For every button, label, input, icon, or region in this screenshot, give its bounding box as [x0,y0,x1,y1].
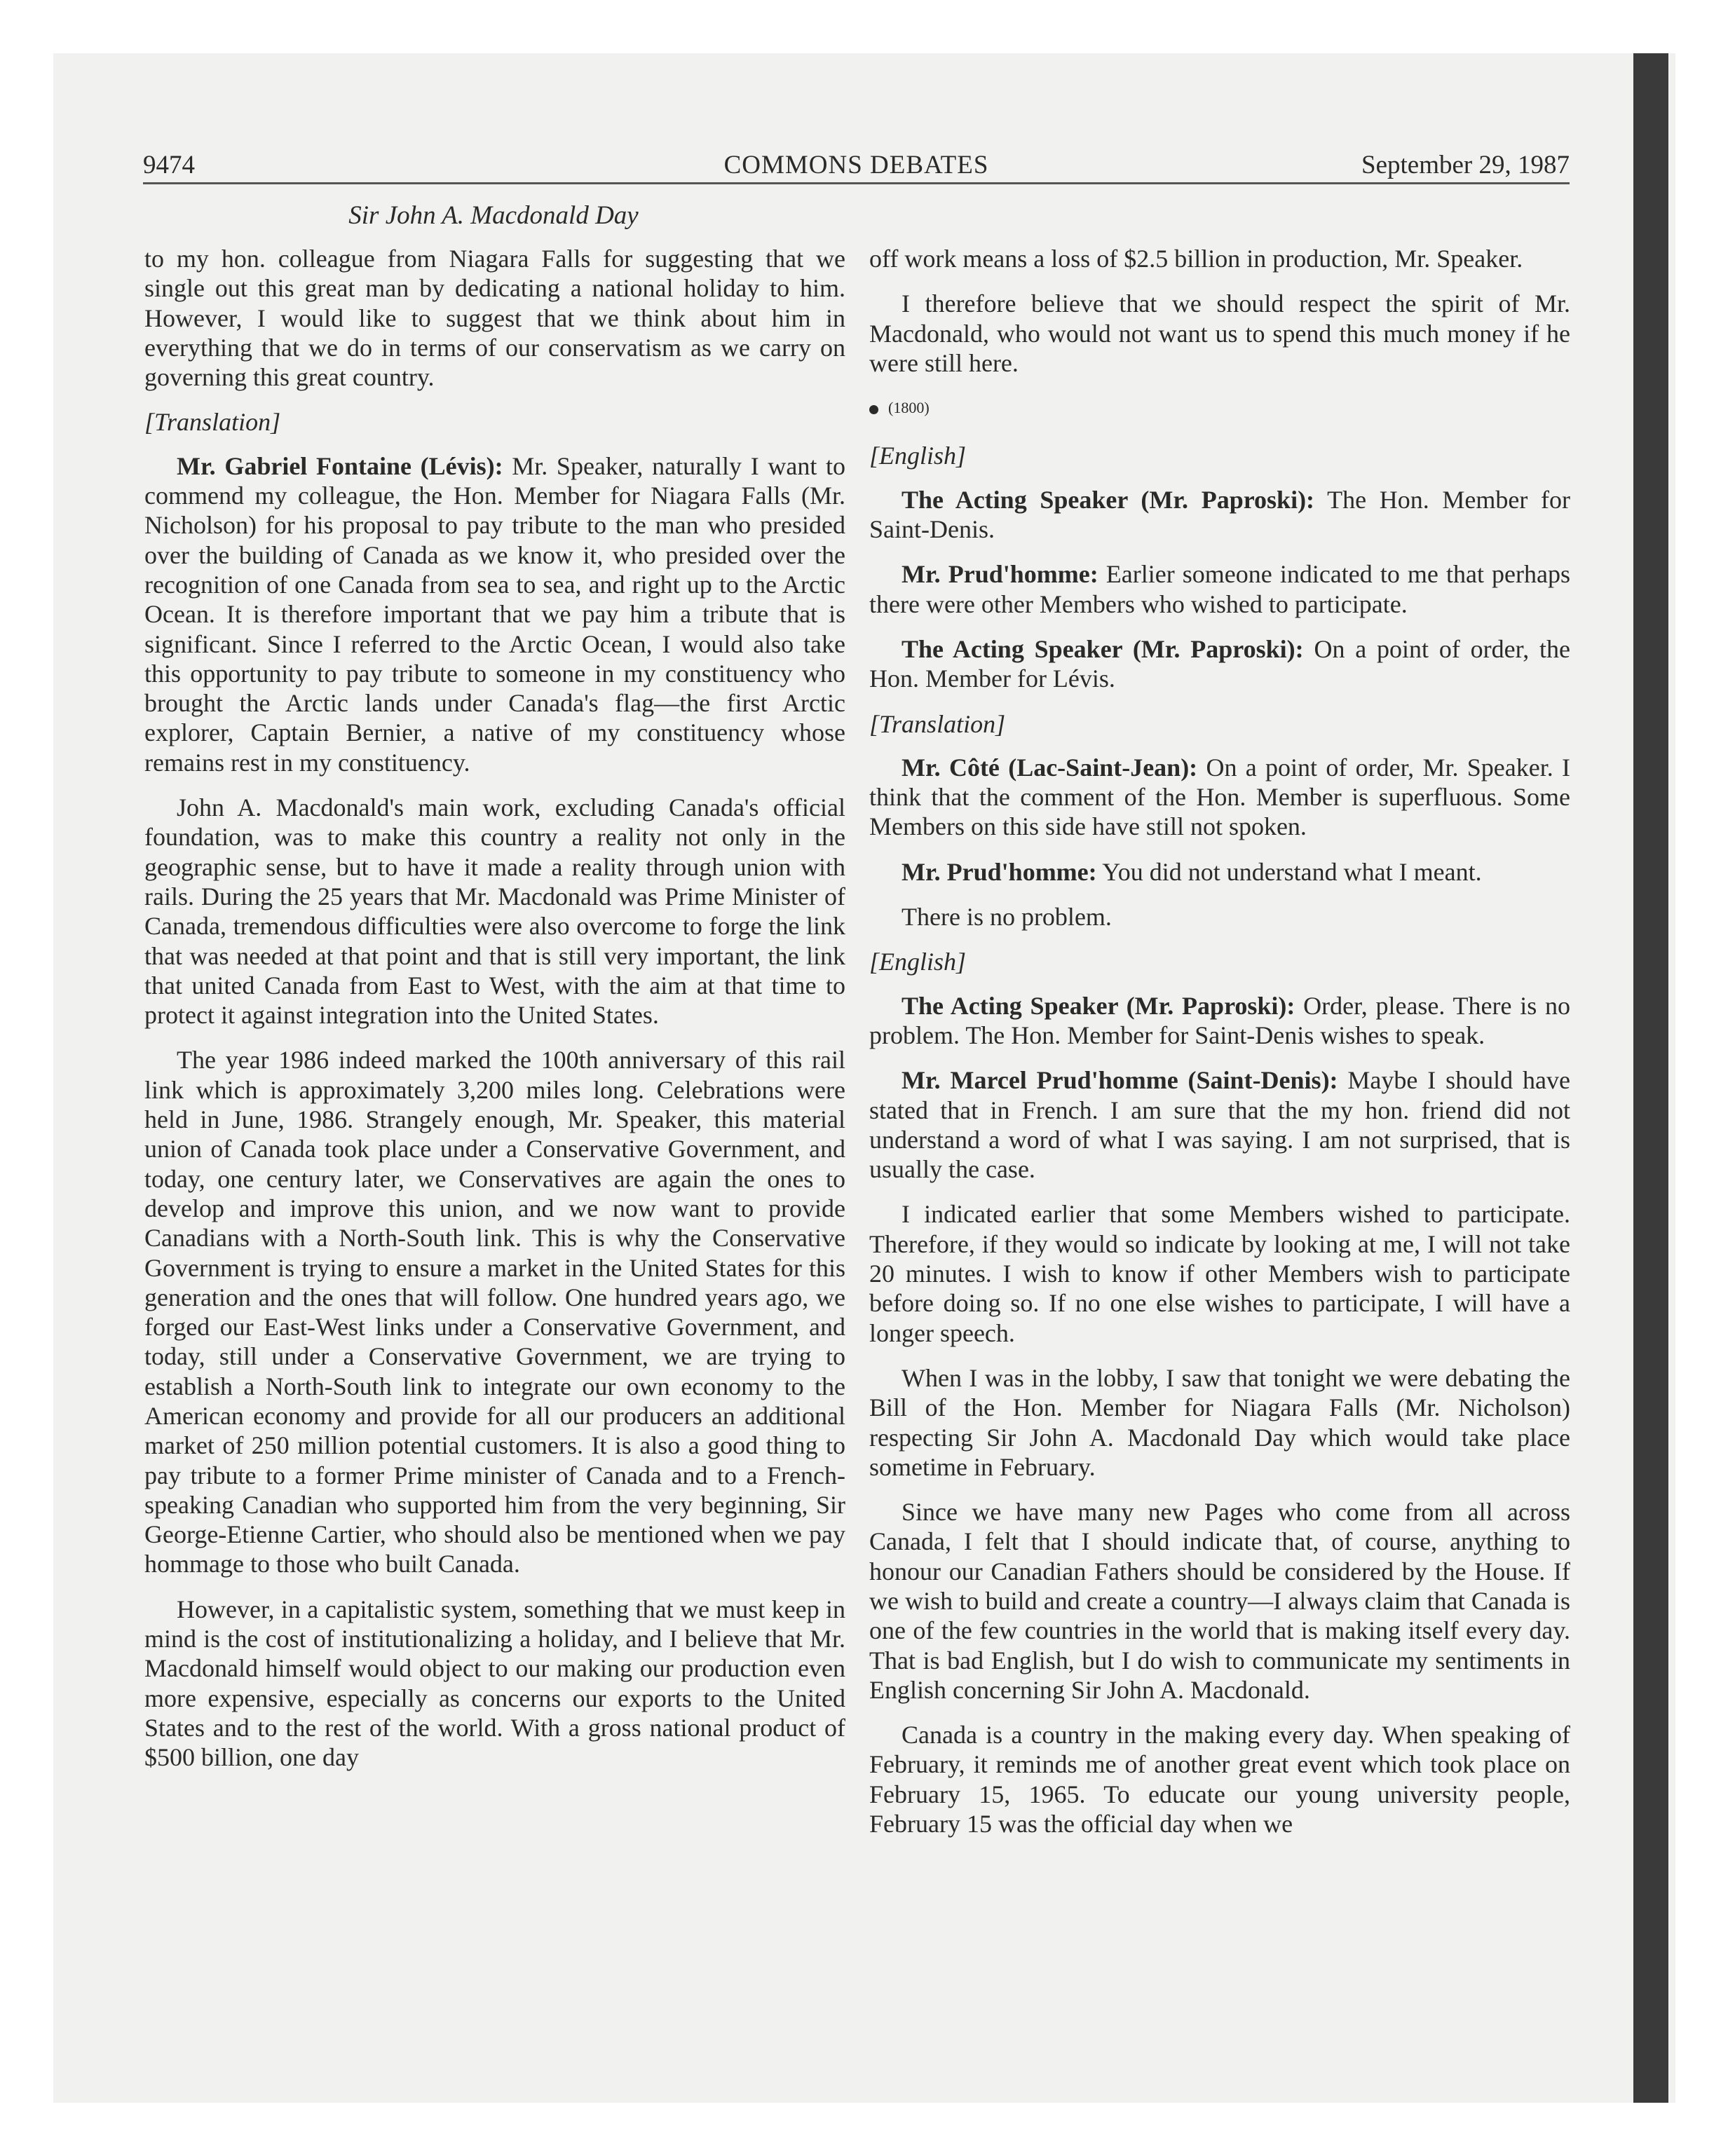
paragraph: I indicated earlier that some Members wished to participate. Therefore, if they would so indicate by looking at me, I will not take 20 minutes. I wish to know if other Members wish to participate before doing so. If no one else wishes to participate, I will have a longer speech. [869,1200,1570,1347]
publication-title: COMMONS DEBATES [723,151,989,179]
paragraph [869,753,1570,842]
paragraph: I therefore believe that we should respect the spirit of Mr. Macdonald, who would not want us to spend this much money if he were still here. [869,289,1570,377]
speech-text: Mr. Speaker, naturally I want to commend my colleague, the Hon. Member for Niagara Falls (Mr. Nicholson) for his proposal to pay tribute to the man who presided over the building of Canada as we know it, who presided over the recognition of one Canada from sea to sea, and right up to the Arctic Ocean. It is therefore important that we pay him a tribute that is significant. Since I referred to the Arctic Ocean, I would also take this opportunity to pay tribute to someone in my constituency who brought the Arctic lands under Canada's flag—the first Arctic explorer, Captain Bernier, a native of my constituency whose remains rest in my constituency. [144,451,845,777]
paragraph [869,485,1570,545]
language-tag: [Translation] [144,408,281,437]
paragraph: to my hon. colleague from Niagara Falls for suggesting that we single out this great man by dedicating a national holiday to him. However, I would like to suggest that we think about him in everything that we do in terms of our conservatism as we carry on governing this great country. [144,245,845,392]
speaker-name: Mr. Gabriel Fontaine (Lévis): [177,451,503,480]
time-marker-label: (1800) [888,399,930,417]
paragraph: off work means a loss of $2.5 billion in production, Mr. Speaker. [869,245,1523,273]
paragraph [869,634,1570,694]
paragraph: Canada is a country in the making every day. When speaking of February, it reminds me of another great event which took place on February 15, 1965. To educate our young university people, February 15 was the official day when we [869,1721,1570,1838]
speech-text: On a point of order, the Hon. Member for Lévis. [869,634,1570,693]
time-marker [869,393,1570,423]
left-column [144,244,845,1788]
speaker-name: Mr. Prud'homme: [901,560,1098,589]
speech-text: Earlier someone indicated to me that perhaps there were other Members who wished to participate. [869,560,1570,618]
bullet-icon [869,405,878,414]
speech-text: Order, please. There is no problem. The Hon. Member for Saint-Denis wishes to speak. [869,991,1570,1049]
paragraph: When I was in the lobby, I saw that tonight we were debating the Bill of the Hon. Member for Niagara Falls (Mr. Nicholson) respecting Sir John A. Macdonald Day which would take place sometime in February. [869,1363,1570,1481]
paragraph: However, in a capitalistic system, something that we must keep in mind is the cost of institutionalizing a holiday, and I believe that Mr. Macdonald himself would object to our making our production even more expensive, especially as concerns our exports to the United States and to the rest of the world. With a gross national product of $500 billion, one day [144,1595,845,1772]
speech-text: You did not understand what I meant. [1096,857,1482,886]
page-number: 9474 [143,151,195,179]
speech-text: Maybe I should have stated that in French. I am sure that the my hon. friend did not understand a word of what I was saying. I am not surprised, that is usually the case. [869,1066,1570,1184]
paragraph: There is no problem. [901,903,1112,932]
right-column [869,244,1570,1854]
speaker-name: Mr. Côté (Lac-Saint-Jean): [901,753,1198,782]
paragraph: Since we have many new Pages who come from all across Canada, I felt that I should indicate that, of course, anything to honour our Canadian Fathers should be considered by the House. If we wish to build and create a country—I always claim that Canada is one of the few countries in the world that is making itself every day. That is bad English, but I do wish to communicate my sentiments in English concerning Sir John A. Macdonald. [869,1498,1570,1704]
publication-date: September 29, 1987 [1361,151,1570,179]
language-tag: [English] [869,948,967,976]
paragraph [144,451,845,777]
running-header [143,143,1570,184]
speech-text: The Hon. Member for Saint-Denis. [869,485,1571,544]
paragraph [869,1065,1570,1184]
scan-edge-bar [1633,53,1668,2103]
paragraph: John A. Macdonald's main work, excluding Canada's official foundation, was to make this country a reality not only in the geographic sense, but to have it made a reality through union with rails. During the 25 years that Mr. Macdonald was Prime Minister of Canada, tremendous difficulties were also overcome to forge the link that was needed at that point and that is still very important, the link that united Canada from East to West, with the aim at that time to protect it against integration into the United States. [144,793,845,1030]
paragraph [869,857,1570,887]
language-tag: [Translation] [869,709,1006,738]
paragraph: The year 1986 indeed marked the 100th anniversary of this rail link which is approximately 3,200 miles long. Celebrations were held in June, 1986. Strangely enough, Mr. Speaker, this material union of Canada took place under a Conservative Government, and today, one century later, we Conservatives are again the ones to develop and improve this union, and we now want to provide Canadians with a North-South link. This is why the Conservative Government is trying to ensure a market in the United States for this generation and the ones that will follow. One hundred years ago, we forged our East-West links under a Conservative Government, and today, still under a Conservative Government, we are trying to establish a North-South link to integrate our own economy to the American economy and provide for all our producers an additional market of 250 million potential customers. It is also a good thing to pay tribute to a former Prime minister of Canada and to a French-speaking Canadian who supported him from the very beginning, Sir George-Etienne Cartier, who should also be mentioned when we pay hommage to those who built Canada. [144,1046,845,1578]
paragraph [869,991,1570,1051]
speech-text: On a point of order, Mr. Speaker. I think that the comment of the Hon. Member is superfluous. Some Members on this side have still not spoken. [869,753,1570,841]
speaker-name: Mr. Prud'homme: [901,857,1097,886]
speaker-name: Mr. Marcel Prud'homme (Saint-Denis): [901,1066,1338,1095]
language-tag: [English] [869,442,967,470]
debate-subject: Sir John A. Macdonald Day [348,201,639,230]
paragraph [869,559,1570,619]
speaker-name: The Acting Speaker (Mr. Paproski): [901,634,1304,663]
speaker-name: The Acting Speaker (Mr. Paproski): [901,485,1315,514]
speaker-name: The Acting Speaker (Mr. Paproski): [901,991,1295,1020]
